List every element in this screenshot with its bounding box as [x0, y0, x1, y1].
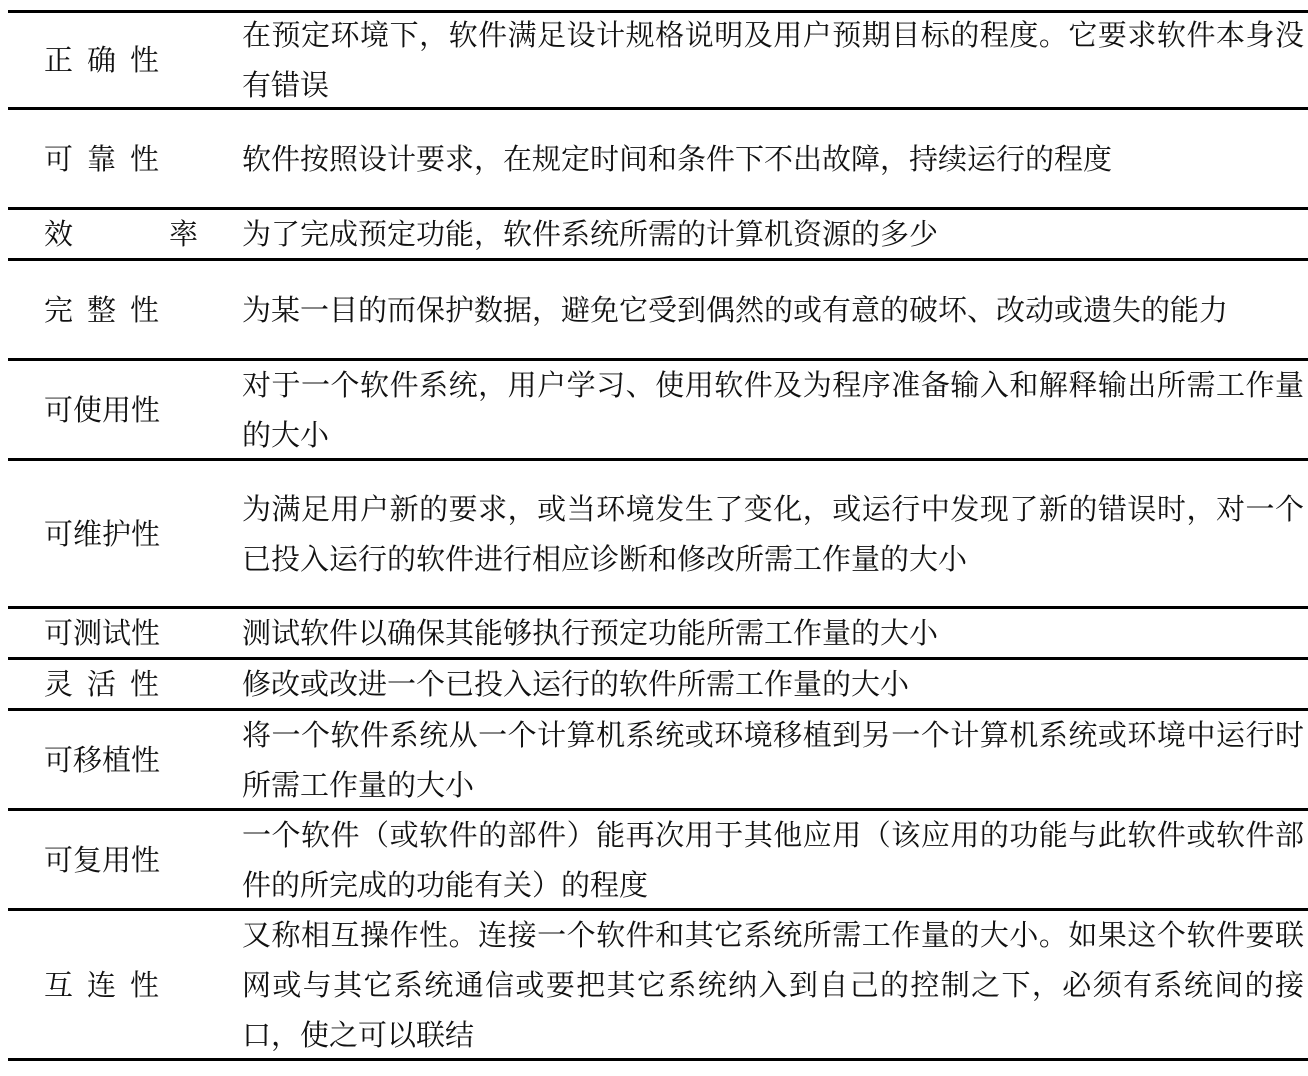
row-description: 对于一个软件系统，用户学习、使用软件及为程序准备输入和解释输出所需工作量的大小	[242, 367, 1304, 452]
row-description: 一个软件（或软件的部件）能再次用于其他应用（该应用的功能与此软件或软件部件的所完成的功能有关）的程度	[242, 817, 1304, 902]
table-row	[8, 911, 1308, 1058]
row-term: 完整性	[44, 292, 174, 327]
row-description: 为某一目的而保护数据，避免它受到偶然的或有意的破坏、改动或遗失的能力	[242, 292, 1229, 327]
row-description: 将一个软件系统从一个计算机系统或环境移植到另一个计算机系统或环境中运行时所需工作量的大小	[242, 717, 1304, 802]
table-row	[8, 711, 1308, 811]
row-term: 正确性	[44, 43, 174, 77]
row-term: 灵活性	[44, 667, 174, 701]
table-row	[8, 660, 1308, 711]
table-row	[8, 110, 1308, 210]
row-description: 测试软件以确保其能够执行预定功能所需工作量的大小	[242, 616, 939, 650]
table-row	[8, 361, 1308, 461]
row-description: 为满足用户新的要求，或当环境发生了变化，或运行中发现了新的错误时，对一个已投入运行的软件进行相应诊断和修改所需工作量的大小	[242, 491, 1304, 576]
table-row	[8, 13, 1308, 110]
table-row	[8, 261, 1308, 361]
row-term: 可使用性	[44, 392, 161, 427]
row-term: 可维护性	[44, 516, 161, 551]
table-row	[8, 609, 1308, 660]
row-term: 互连性	[44, 967, 174, 1002]
row-description: 又称相互操作性。连接一个软件和其它系统所需工作量的大小。如果这个软件要联网或与其它系统通信或要把其它系统纳入到自己的控制之下，必须有系统间的接口，使之可以联结	[242, 917, 1304, 1052]
row-description: 软件按照设计要求，在规定时间和条件下不出故障，持续运行的程度	[242, 141, 1113, 176]
table-row	[8, 210, 1308, 261]
table-row	[8, 811, 1308, 911]
row-term: 可复用性	[44, 842, 161, 877]
row-description: 在预定环境下，软件满足设计规格说明及用户预期目标的程度。它要求软件本身没有错误	[242, 18, 1304, 102]
quality-attributes-table	[8, 10, 1308, 1061]
row-term: 效率	[44, 217, 295, 251]
row-description: 修改或改进一个已投入运行的软件所需工作量的大小	[242, 667, 910, 701]
row-term: 可靠性	[44, 141, 174, 176]
table-row	[8, 461, 1308, 609]
row-description: 为了完成预定功能，软件系统所需的计算机资源的多少	[242, 217, 939, 251]
row-term: 可移植性	[44, 742, 161, 777]
row-term: 可测试性	[44, 616, 161, 650]
